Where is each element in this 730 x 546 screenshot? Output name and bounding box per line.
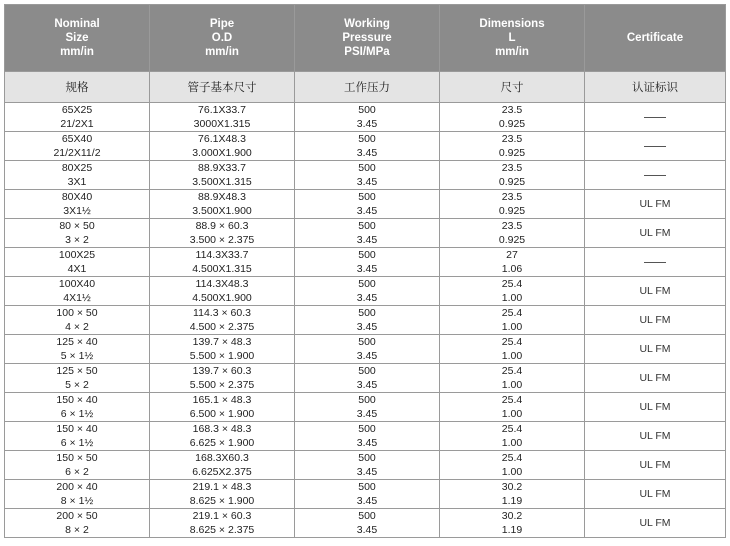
cell-working-pressure-line: 500 [358, 423, 376, 435]
cell-nominal-size [5, 103, 150, 132]
cell-certificate: UL FM [585, 422, 726, 451]
cell-pipe-od-line: 88.9X48.3 [198, 191, 246, 203]
cell-nominal-size [5, 190, 150, 219]
header-line: mm/in [60, 46, 94, 58]
cell-nominal-size [5, 248, 150, 277]
cell-dimension-line: 23.5 [501, 162, 523, 174]
cell-dimension [440, 132, 585, 161]
cell-pipe-od-line: 139.7 × 60.3 [192, 365, 252, 377]
cell-working-pressure-line: 500 [358, 162, 376, 174]
header-line: Nominal [54, 18, 100, 30]
cell-nominal-size [5, 306, 150, 335]
cell-working-pressure-line: 3.45 [356, 321, 378, 333]
cell-dimension-line: 25.4 [501, 278, 523, 290]
cell-pipe-od-line: 139.7 × 48.3 [192, 336, 252, 348]
cell-working-pressure [295, 190, 440, 219]
cell-dimension [440, 480, 585, 509]
cell-working-pressure-line: 500 [358, 336, 376, 348]
cell-dimension [440, 335, 585, 364]
table-row [5, 277, 726, 306]
cell-pipe-od [150, 161, 295, 190]
cell-nominal-size-line: 80X25 [61, 162, 93, 174]
cell-pipe-od [150, 277, 295, 306]
table-row [5, 509, 726, 538]
cell-dimension-line: 23.5 [501, 191, 523, 203]
cell-dimension-line: 0.925 [498, 147, 526, 159]
cell-pipe-od-line: 165.1 × 48.3 [192, 394, 252, 406]
cell-working-pressure-line: 500 [358, 278, 376, 290]
header-zh-size: 规格 [5, 72, 150, 103]
dash-mark [644, 117, 666, 118]
header-line: mm/in [205, 46, 239, 58]
cell-pipe-od-line: 114.3X48.3 [195, 278, 249, 290]
cell-pipe-od-line: 3.500X1.900 [192, 205, 252, 217]
cell-pipe-od-line: 5.500 × 1.900 [189, 350, 255, 362]
cell-working-pressure [295, 103, 440, 132]
header-line: Certificate [626, 32, 684, 44]
cell-working-pressure-line: 3.45 [356, 147, 378, 159]
cell-pipe-od [150, 335, 295, 364]
table-row [5, 248, 726, 277]
cell-pipe-od-line: 4.500X1.900 [192, 292, 252, 304]
table-row [5, 451, 726, 480]
cell-dimension-line: 25.4 [501, 423, 523, 435]
cell-working-pressure [295, 509, 440, 538]
table-row [5, 480, 726, 509]
cell-working-pressure-line: 3.45 [356, 176, 378, 188]
cell-dimension-line: 27 [506, 249, 518, 261]
cell-dimension-line: 1.00 [501, 437, 523, 449]
cell-nominal-size-line: 150 × 50 [56, 452, 98, 464]
cell-pipe-od-line: 3000X1.315 [193, 118, 251, 130]
cell-pipe-od-line: 4.500X1.315 [192, 263, 252, 275]
header-line: L [508, 32, 516, 44]
cell-nominal-size-line: 3 × 2 [65, 234, 89, 246]
cell-dimension [440, 306, 585, 335]
cell-dimension-line: 0.925 [498, 176, 526, 188]
header-line: O.D [211, 32, 233, 44]
dash-mark [644, 262, 666, 263]
cell-nominal-size-line: 80X40 [61, 191, 93, 203]
cell-pipe-od [150, 132, 295, 161]
header-zh-pressure: 工作压力 [295, 72, 440, 103]
cell-nominal-size-line: 5 × 1½ [60, 350, 94, 362]
cell-working-pressure-line: 3.45 [356, 263, 378, 275]
header-zh-dimension: 尺寸 [440, 72, 585, 103]
cell-working-pressure-line: 500 [358, 220, 376, 232]
cell-certificate: UL FM [585, 277, 726, 306]
cell-nominal-size [5, 161, 150, 190]
table-row [5, 219, 726, 248]
cell-working-pressure [295, 451, 440, 480]
cell-pipe-od-line: 219.1 × 48.3 [192, 481, 252, 493]
header-nominal-size [5, 5, 150, 72]
cell-working-pressure [295, 393, 440, 422]
cell-dimension-line: 1.00 [501, 379, 523, 391]
cell-pipe-od-line: 88.9X33.7 [198, 162, 246, 174]
cell-nominal-size [5, 219, 150, 248]
cell-dimension-line: 23.5 [501, 133, 523, 145]
cell-dimension-line: 1.06 [501, 263, 523, 275]
cell-certificate-none [585, 132, 726, 161]
cell-pipe-od-line: 4.500 × 2.375 [189, 321, 255, 333]
cell-nominal-size-line: 125 × 50 [56, 365, 98, 377]
cell-dimension-line: 25.4 [501, 307, 523, 319]
table-row [5, 132, 726, 161]
cell-dimension-line: 1.19 [501, 524, 523, 536]
cell-pipe-od-line: 3.500 × 2.375 [189, 234, 255, 246]
cell-dimension [440, 451, 585, 480]
cell-nominal-size-line: 150 × 40 [56, 394, 98, 406]
cell-working-pressure-line: 3.45 [356, 466, 378, 478]
cell-certificate: UL FM [585, 480, 726, 509]
cell-nominal-size-line: 200 × 40 [56, 481, 98, 493]
cell-pipe-od [150, 393, 295, 422]
cell-pipe-od-line: 8.625 × 1.900 [189, 495, 255, 507]
cell-working-pressure-line: 500 [358, 394, 376, 406]
cell-working-pressure [295, 480, 440, 509]
cell-dimension [440, 509, 585, 538]
cell-dimension-line: 1.00 [501, 350, 523, 362]
cell-pipe-od-line: 168.3 × 48.3 [192, 423, 252, 435]
cell-working-pressure [295, 364, 440, 393]
cell-nominal-size-line: 100X25 [58, 249, 96, 261]
cell-pipe-od-line: 88.9 × 60.3 [195, 220, 249, 232]
cell-nominal-size-line: 125 × 40 [56, 336, 98, 348]
cell-working-pressure-line: 500 [358, 481, 376, 493]
cell-pipe-od [150, 306, 295, 335]
cell-pipe-od [150, 422, 295, 451]
cell-pipe-od [150, 103, 295, 132]
cell-pipe-od-line: 76.1X33.7 [198, 104, 246, 116]
cell-nominal-size [5, 277, 150, 306]
cell-dimension-line: 1.00 [501, 321, 523, 333]
spec-table [4, 4, 726, 538]
cell-pipe-od-line: 6.625X2.375 [192, 466, 252, 478]
cell-working-pressure-line: 3.45 [356, 495, 378, 507]
cell-dimension [440, 393, 585, 422]
cell-dimension-line: 0.925 [498, 118, 526, 130]
cell-dimension [440, 161, 585, 190]
cell-certificate: UL FM [585, 364, 726, 393]
cell-dimension-line: 25.4 [501, 394, 523, 406]
cell-nominal-size [5, 451, 150, 480]
header-line: Dimensions [479, 18, 545, 30]
cell-working-pressure-line: 500 [358, 249, 376, 261]
cell-pipe-od-line: 6.500 × 1.900 [189, 408, 255, 420]
table-row [5, 161, 726, 190]
table-row [5, 364, 726, 393]
cell-nominal-size [5, 509, 150, 538]
cell-working-pressure [295, 132, 440, 161]
cell-working-pressure-line: 500 [358, 365, 376, 377]
cell-nominal-size-line: 6 × 1½ [60, 437, 94, 449]
cell-working-pressure-line: 3.45 [356, 234, 378, 246]
cell-certificate-none [585, 248, 726, 277]
cell-working-pressure-line: 3.45 [356, 205, 378, 217]
cell-working-pressure [295, 277, 440, 306]
cell-working-pressure-line: 3.45 [356, 379, 378, 391]
cell-dimension [440, 190, 585, 219]
cell-nominal-size-line: 100 × 50 [56, 307, 98, 319]
cell-certificate: UL FM [585, 190, 726, 219]
cell-pipe-od [150, 509, 295, 538]
cell-dimension-line: 1.00 [501, 466, 523, 478]
cell-working-pressure-line: 3.45 [356, 350, 378, 362]
cell-dimension [440, 422, 585, 451]
table-row [5, 306, 726, 335]
cell-nominal-size-line: 5 × 2 [65, 379, 89, 391]
cell-pipe-od-line: 114.3 × 60.3 [193, 307, 251, 319]
table-row [5, 422, 726, 451]
cell-dimension-line: 0.925 [498, 234, 526, 246]
cell-certificate-none [585, 103, 726, 132]
cell-dimension-line: 23.5 [501, 104, 523, 116]
table-row [5, 335, 726, 364]
cell-dimension-line: 30.2 [501, 510, 523, 522]
cell-nominal-size-line: 6 × 2 [65, 466, 89, 478]
dash-mark [644, 146, 666, 147]
cell-certificate: UL FM [585, 335, 726, 364]
header-line: Pressure [342, 32, 392, 44]
cell-dimension [440, 248, 585, 277]
cell-pipe-od-line: 168.3X60.3 [195, 452, 249, 464]
cell-nominal-size-line: 200 × 50 [56, 510, 98, 522]
cell-nominal-size [5, 364, 150, 393]
header-zh-od: 管子基本尺寸 [150, 72, 295, 103]
cell-certificate: UL FM [585, 306, 726, 335]
cell-working-pressure-line: 3.45 [356, 524, 378, 536]
cell-pipe-od-line: 8.625 × 2.375 [189, 524, 255, 536]
cell-dimension-line: 25.4 [501, 452, 523, 464]
cell-working-pressure [295, 335, 440, 364]
cell-nominal-size-line: 4 × 2 [65, 321, 89, 333]
header-certificate [585, 5, 726, 72]
cell-working-pressure [295, 248, 440, 277]
cell-pipe-od [150, 248, 295, 277]
cell-working-pressure-line: 3.45 [356, 437, 378, 449]
cell-working-pressure-line: 3.45 [356, 292, 378, 304]
cell-pipe-od [150, 190, 295, 219]
cell-dimension-line: 1.00 [501, 292, 523, 304]
cell-nominal-size-line: 4X1 [67, 263, 87, 275]
cell-nominal-size [5, 480, 150, 509]
cell-nominal-size-line: 65X40 [61, 133, 93, 145]
cell-dimension-line: 1.00 [501, 408, 523, 420]
cell-working-pressure-line: 500 [358, 133, 376, 145]
cell-pipe-od-line: 5.500 × 2.375 [189, 379, 255, 391]
cell-working-pressure-line: 500 [358, 307, 376, 319]
cell-dimension [440, 364, 585, 393]
cell-pipe-od-line: 219.1 × 60.3 [192, 510, 252, 522]
header-line: Working [344, 18, 390, 30]
cell-working-pressure-line: 500 [358, 452, 376, 464]
cell-working-pressure-line: 3.45 [356, 118, 378, 130]
cell-nominal-size [5, 422, 150, 451]
cell-working-pressure [295, 161, 440, 190]
cell-nominal-size-line: 21/2X11/2 [53, 147, 101, 159]
cell-working-pressure [295, 306, 440, 335]
cell-pipe-od [150, 451, 295, 480]
cell-dimension [440, 219, 585, 248]
cell-dimension-line: 25.4 [501, 336, 523, 348]
cell-certificate: UL FM [585, 509, 726, 538]
cell-nominal-size [5, 393, 150, 422]
cell-nominal-size-line: 80 × 50 [59, 220, 95, 232]
cell-certificate-none [585, 161, 726, 190]
header-pipe-od [150, 5, 295, 72]
header-row-english [5, 5, 726, 72]
cell-dimension-line: 23.5 [501, 220, 523, 232]
table-row [5, 393, 726, 422]
cell-nominal-size [5, 132, 150, 161]
header-row-chinese [5, 72, 726, 103]
cell-pipe-od-line: 3.500X1.315 [192, 176, 252, 188]
header-line: mm/in [495, 46, 529, 58]
header-working-pressure [295, 5, 440, 72]
cell-working-pressure [295, 219, 440, 248]
dash-mark [644, 175, 666, 176]
cell-certificate: UL FM [585, 393, 726, 422]
header-line: Size [65, 32, 89, 44]
cell-nominal-size [5, 335, 150, 364]
spec-table-body [5, 103, 726, 538]
cell-nominal-size-line: 6 × 1½ [60, 408, 94, 420]
cell-dimension-line: 30.2 [501, 481, 523, 493]
cell-pipe-od [150, 480, 295, 509]
cell-pipe-od-line: 76.1X48.3 [198, 133, 246, 145]
table-row [5, 103, 726, 132]
cell-working-pressure-line: 500 [358, 510, 376, 522]
cell-nominal-size-line: 100X40 [58, 278, 96, 290]
header-line: PSI/MPa [344, 46, 390, 58]
cell-certificate: UL FM [585, 219, 726, 248]
cell-nominal-size-line: 3X1 [67, 176, 87, 188]
cell-dimension-line: 1.19 [501, 495, 523, 507]
cell-pipe-od-line: 114.3X33.7 [195, 249, 249, 261]
cell-nominal-size-line: 21/2X1 [60, 118, 94, 130]
cell-working-pressure-line: 500 [358, 104, 376, 116]
cell-pipe-od-line: 3.000X1.900 [192, 147, 252, 159]
cell-dimension-line: 25.4 [501, 365, 523, 377]
cell-pipe-od [150, 364, 295, 393]
cell-dimension [440, 277, 585, 306]
cell-dimension [440, 103, 585, 132]
cell-nominal-size-line: 65X25 [61, 104, 93, 116]
cell-pipe-od-line: 6.625 × 1.900 [189, 437, 255, 449]
cell-nominal-size-line: 150 × 40 [56, 423, 98, 435]
cell-nominal-size-line: 8 × 1½ [60, 495, 94, 507]
header-zh-certificate: 认证标识 [585, 72, 726, 103]
table-row [5, 190, 726, 219]
cell-nominal-size-line: 4X1½ [63, 292, 91, 304]
cell-nominal-size-line: 8 × 2 [65, 524, 89, 536]
cell-working-pressure-line: 3.45 [356, 408, 378, 420]
cell-certificate: UL FM [585, 451, 726, 480]
cell-pipe-od [150, 219, 295, 248]
cell-nominal-size-line: 3X1½ [63, 205, 91, 217]
header-line: Pipe [209, 18, 235, 30]
cell-dimension-line: 0.925 [498, 205, 526, 217]
cell-working-pressure [295, 422, 440, 451]
header-dimensions [440, 5, 585, 72]
cell-working-pressure-line: 500 [358, 191, 376, 203]
